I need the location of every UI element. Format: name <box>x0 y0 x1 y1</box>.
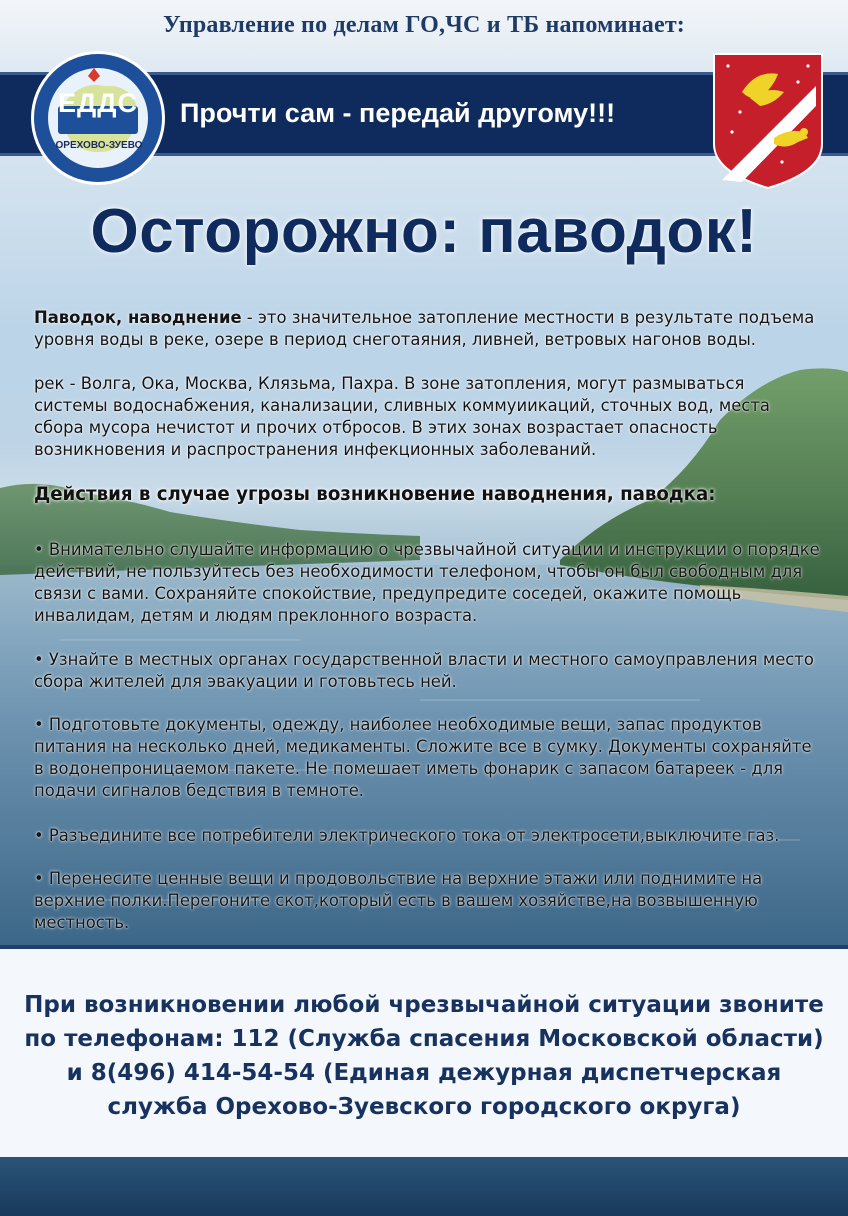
action-item: • Перенесите ценные вещи и продовольствие на верхние этажи или поднимите на верхние полки.Перегоните скот,который есть в вашем хозяйстве,на возвышенную местность. <box>34 869 763 932</box>
logo-name: ЕДДС <box>58 88 138 118</box>
page-title: Осторожно: паводок! <box>90 197 758 266</box>
action-item: • Разъедините все потребители электрического тока от электросети,выключите газ. <box>34 826 780 845</box>
coat-of-arms-icon <box>712 52 824 190</box>
intro-paragraph <box>34 307 818 351</box>
emergency-phones: При возникновении любой чрезвычайной ситуации звоните по телефонам: 112 (Служба спасения Московской области) и 8(496) 414-54-54 (Единая дежурная диспетчерская служба Орехово-Зуевского городского округа) <box>24 992 824 1120</box>
logo-city: ОРЕХОВО-ЗУЕВО <box>55 140 143 151</box>
actions-heading: Действия в случае угрозы возникновение наводнения, паводка: <box>34 484 716 505</box>
reminder-heading: Управление по делам ГО,ЧС и ТБ напоминает: <box>162 12 686 38</box>
action-item: • Подготовьте документы, одежду, наиболее необходимые вещи, запас продуктов питания на несколько дней, медикаменты. Сложите все в сумку. Документы сохраняйте в водонепроницаемом пакете. Не помешает иметь фонарик с запасом батареек - для подачи сигналов бедствия в темноте. <box>34 715 812 800</box>
intro-term: Паводок, наводнение <box>34 308 242 327</box>
rivers-paragraph: рек - Волга, Ока, Москва, Клязьма, Пахра. В зоне затопления, могут размываться системы водоснабжения, канализации, сливных коммуиикаций, сточных вод, места сбора мусора нечистот и прочих отбросов. В этих зонах возрастает опасность возникновения и распространения инфекционных заболеваний. <box>34 374 770 459</box>
intro-definition: - это значительное затопление местности в результате подъема уровня воды в реке, озере в период снеготаяния, ливней, ветровых нагонов воды. <box>34 308 815 349</box>
action-item: • Узнайте в местных органах государственной власти и местного самоуправления место сбора жителей для эвакуации и готовьтесь ней. <box>34 650 814 691</box>
coat-of-arms <box>712 52 824 190</box>
banner-slogan: Прочти сам - передай другому!!! <box>180 98 616 128</box>
action-item: • Внимательно слушайте информацию о чрезвычайной ситуации и инструкции о порядке действий, не пользуйтесь без необходимости телефоном, чтобы он был свободным для связи с вами. Сохраняйте спокойствие, предупредите соседей, окажите помощь инвалидам, детям и людям преклонного возраста. <box>34 540 820 625</box>
bottom-water-strip <box>0 1157 848 1216</box>
